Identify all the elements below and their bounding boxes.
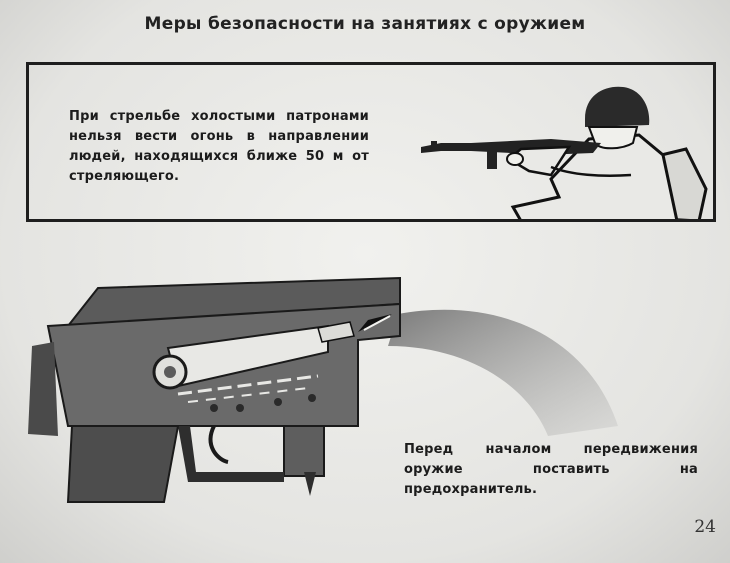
page-number: 24	[694, 517, 716, 537]
rule-blank-text: При стрельбе холостыми патронами нельзя вести огонь в направлении людей, находящихся ближе 50 м от стреляющего.	[69, 109, 369, 184]
rule-safety-text: Перед началом передвижения оружие поставить на предохранитель.	[404, 442, 698, 497]
page-title: Меры безопасности на занятиях с оружием	[144, 14, 586, 34]
rule-panel	[26, 62, 716, 222]
soldier-aiming-rifle-illustration	[401, 79, 711, 219]
